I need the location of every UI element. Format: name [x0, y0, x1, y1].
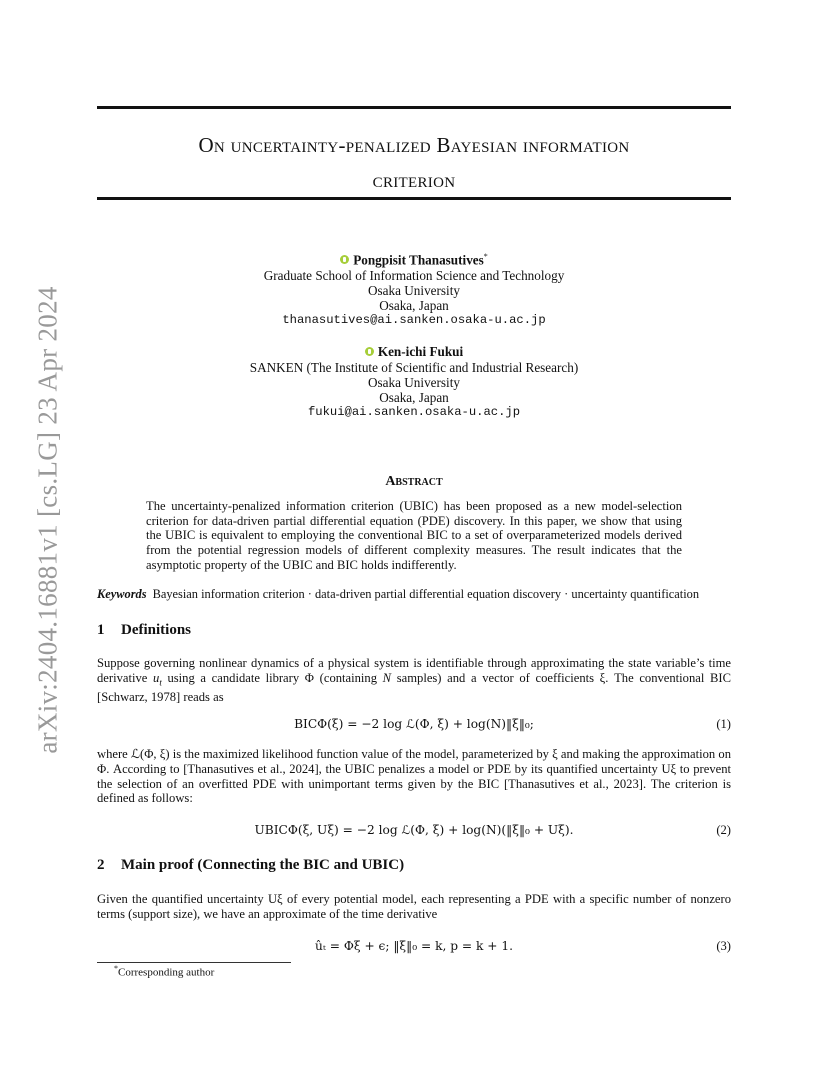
math-var: N: [382, 670, 392, 685]
text-run: using a candidate library Φ (containing: [161, 670, 383, 685]
author-name: Ken-ichi Fukui: [377, 344, 464, 360]
math-var: u: [153, 670, 160, 685]
author-location: Osaka, Japan: [379, 390, 449, 406]
equation-body: ûₜ = Φξ + ϵ; ‖ξ‖₀ = k, p = k + 1.: [315, 939, 513, 953]
author-list: [97, 249, 731, 436]
equation-number: (3): [716, 939, 731, 953]
keywords-text: Bayesian information criterion · data-driven partial differential equation discovery · uncertainty quantification: [152, 587, 700, 601]
author-block-2: [97, 344, 731, 420]
equation-body: BICΦ(ξ) = −2 log ℒ(Φ, ξ) + log(N)‖ξ‖₀;: [294, 717, 534, 731]
section-heading-1: [97, 622, 191, 639]
section-title: Main proof (Connecting the BIC and UBIC): [121, 857, 405, 873]
keywords-line: [97, 587, 737, 602]
author-university: Osaka University: [368, 282, 460, 298]
title-bottom-rule: [97, 197, 731, 200]
section-title: Definitions: [121, 622, 192, 638]
equation-number: (2): [716, 823, 731, 837]
text-run: samples) and a vector of coefficients ξ. The conventional BIC [Schwarz, 1978] reads as: [97, 670, 732, 705]
text-run: Suppose governing nonlinear dynamics of a physical system is identifiable through approximating the state variable’s time derivative: [97, 656, 731, 685]
footnote-mark: *: [114, 964, 118, 973]
title-top-rule: [97, 106, 731, 109]
author-block-1: [97, 249, 731, 328]
abstract-heading: Abstract: [385, 474, 443, 489]
title-line-2: criterion: [372, 168, 456, 192]
orcid-icon[interactable]: [365, 347, 374, 356]
author-university: Osaka University: [368, 374, 460, 390]
section-number: 2: [97, 857, 105, 873]
author-email[interactable]: fukui@ai.sanken.osaka-u.ac.jp: [307, 405, 521, 420]
equation-number: (1): [716, 717, 731, 731]
section2-paragraph-1: Given the quantified uncertainty Uξ of every potential model, each representing a PDE with a specific number of nonzero terms (support size), we have an approximate of the time derivative: [97, 892, 731, 921]
author-affiliation: SANKEN (The Institute of Scientific and Industrial Research): [249, 359, 579, 375]
section-heading-2: [97, 857, 404, 874]
section1-paragraph-1: Suppose governing nonlinear dynamics of a physical system is identifiable through approximating the state variable’s time derivative $u_t$ using a candidate library Φ (containing N samples) and a vector of coefficients ξ. The conventional BIC [Schwarz, 1978] reads as: [97, 656, 732, 705]
footnote-text: Corresponding author: [118, 966, 215, 979]
corresponding-mark: *: [483, 252, 488, 261]
arxiv-identifier[interactable]: arXiv:2404.16881v1 [cs.LG] 23 Apr 2024: [32, 286, 63, 754]
author-affiliation: Graduate School of Information Science and Technology: [263, 267, 565, 283]
keywords-label: Keywords: [97, 587, 147, 601]
abstract-text: The uncertainty-penalized information criterion (UBIC) has been proposed as a new model-selection criterion for data-driven partial differential equation (PDE) discovery. In this paper, we show that using the UBIC is equivalent to employing the conventional BIC to a set of overparameterized models derived from the potential regression models of different complexity measures. The result indicates that the asymptotic property of the UBIC and BIC holds indifferently.: [146, 499, 682, 572]
equation-body: UBICΦ(ξ, Uξ) = −2 log ℒ(Φ, ξ) + log(N)(‖ξ‖₀ + Uξ).: [254, 823, 574, 837]
section1-paragraph-2: where ℒ(Φ, ξ) is the maximized likelihood function value of the model, parameterized by ξ and making the approximation on Φ. According to [Thanasutives et al., 2024], the UBIC penalizes a model or PDE by its quantified uncertainty Uξ to prevent the selection of an overfitted PDE with unimportant terms given by the BIC [Thanasutives et al., 2023]. The criterion is defined as follows:: [97, 747, 731, 806]
author-name: Pongpisit Thanasutives: [353, 252, 484, 268]
author-email[interactable]: thanasutives@ai.sanken.osaka-u.ac.jp: [282, 313, 546, 328]
orcid-icon[interactable]: [340, 255, 349, 264]
section-number: 1: [97, 622, 105, 638]
footnote: [114, 964, 214, 979]
author-location: Osaka, Japan: [379, 298, 449, 313]
title-line-1: On uncertainty-penalized Bayesian information: [198, 133, 630, 157]
paper-title: [97, 128, 731, 198]
footnote-rule: [97, 962, 291, 963]
